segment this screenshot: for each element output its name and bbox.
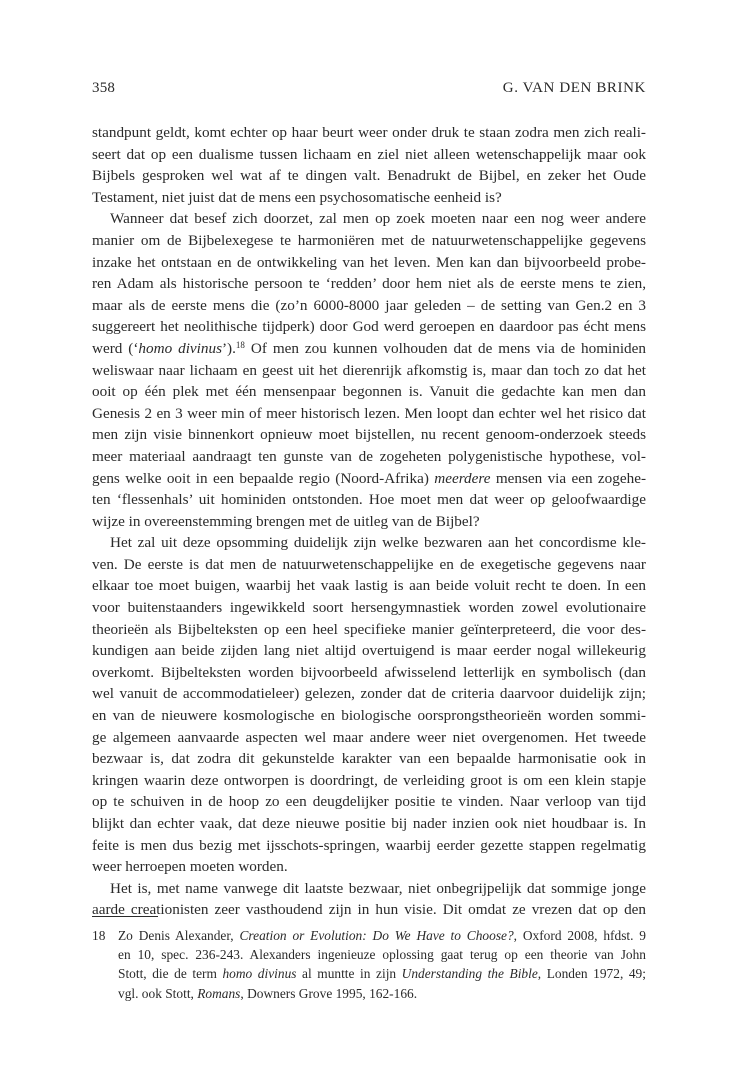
body-line: maar als de eerste mens die (zo’n 6000-8000 jaar geleden – de setting van Gen.2 en 3 xyxy=(92,296,646,314)
italic-text: meerdere xyxy=(434,469,491,487)
footnote-line: Stott, die de term homo divinus al muntte in zijn Understanding the Bible, Londen 1972, 49; xyxy=(118,966,646,982)
body-line: ren Adam als historische persoon te ‘redden’ door hem niet als de eerste mens te zien, xyxy=(92,275,646,293)
body-line: Het zal uit deze opsomming duidelijk zijn welke bezwaren aan het concordisme kle- xyxy=(110,534,646,552)
body-line: kringen waarin deze ontworpen is doordringt, de verleiding groot is om een klein stapje xyxy=(92,771,646,789)
body-line: ooit op één plek met één mensenpaar begonnen is. Vanuit die gedachte kan men dan xyxy=(92,383,646,401)
body-line: meer materiaal aandraagt ten gunste van de zogeheten polygenistische hypothese, vol- xyxy=(92,447,646,465)
body-line: suggereert het neolithische tijdperk) door God werd geroepen en daardoor pas écht mens xyxy=(92,318,646,336)
body-line: ten ‘flessenhals’ uit hominiden ontstonden. Hoe moet men dat weer op geloofwaardige xyxy=(92,491,646,509)
body-line: bezwaar is, dat zodra dit gekunstelde karakter van een bepaalde harmonisatie ook in xyxy=(92,750,646,768)
body-line: manier om de Bijbelexegese te harmoniëren met de natuurwetenschappelijke gegevens xyxy=(92,231,646,249)
body-line: weliswaar naar lichaam en geest uit het dierenrijk afkomstig is, maar dan toch zo dat het xyxy=(92,361,646,379)
italic-text: Understanding the Bible xyxy=(401,966,538,982)
body-line: seert dat op een dualisme tussen lichaam en ziel niet alleen wetenschappelijk maar ook xyxy=(92,145,646,163)
italic-text: Creation or Evolution: Do We Have to Choose? xyxy=(239,928,514,943)
body-line: op te schuiven in de hoop zo een deugdelijker positie te vinden. Naar verloop van tijd xyxy=(92,793,646,811)
body-line: Testament, niet juist dat de mens een psychosomatische eenheid is? xyxy=(92,188,502,206)
body-line: wijze in overeenstemming brengen met de uitleg van de Bijbel? xyxy=(92,512,480,530)
footnote-line: Zo Denis Alexander, Creation or Evolution: Do We Have to Choose?, Oxford 2008, hfdst. 9 xyxy=(118,928,647,943)
footnote-line: vgl. ook Stott, Romans, Downers Grove 1995, 162-166. xyxy=(118,985,418,1001)
body-line: elkaar toe moet buigen, waarbij het vaak lastig is aan beide voluit recht te doen. In een xyxy=(92,577,646,595)
body-line: weer herroepen moeten worden. xyxy=(92,858,288,876)
body-line: blijkt dan echter vaak, dat deze nieuwe positie bij nader inzien ook niet houdbaar is. In xyxy=(92,815,646,832)
body-line: standpunt geldt, komt echter op haar beurt weer onder druk te staan zodra men zich reali- xyxy=(92,124,646,141)
body-line: Wanneer dat besef zich doorzet, zal men op zoek moeten naar een nog weer andere xyxy=(110,210,646,228)
footnote-text xyxy=(118,926,646,1003)
body-line: Bijbels gesproken wel wat af te dingen valt. Benadrukt de Bijbel, en zeker het Oude xyxy=(92,167,646,185)
body-line: Het is, met name vanwege dit laatste bezwaar, niet onbegrijpelijk dat sommige jonge xyxy=(110,879,646,897)
body-line: ge algemeen aanvaarde aspecten wel maar andere weer niet overgenomen. Het tweede xyxy=(92,728,646,746)
italic-text: homo divinus xyxy=(138,339,222,357)
page-number: 358 xyxy=(92,80,116,96)
body-line: aarde creationisten zeer vasthoudend zijn in hun visie. Dit omdat ze vrezen dat op den xyxy=(92,901,646,919)
body-line: men zijn visie binnenkort opnieuw moet bijstellen, nu recent genoom-onderzoek steeds xyxy=(92,426,646,444)
body-text xyxy=(92,122,646,921)
body-line: theorieën als Bijbelteksten op een heel specifieke manier geïnterpreteerd, die voor des- xyxy=(92,620,646,638)
body-line: wel vanuit de accommodatieleer) gelezen, zonder dat de criteria daarvoor duidelijk zijn; xyxy=(92,685,646,703)
italic-text: homo divinus xyxy=(222,966,297,982)
body-line: en van de nieuwere kosmologische en biologische oorsprongstheorieën worden sommi- xyxy=(92,707,646,725)
italic-text: Romans xyxy=(197,985,241,1001)
body-line: ven. De eerste is dat men de natuurwetenschappelijke en de exegetische gegevens naar xyxy=(92,555,646,573)
footnote-line: en 10, spec. 236-243. Alexanders ingenieuze oplossing gaat terug op een theorie van John xyxy=(118,947,646,963)
footnote-ref: 18 xyxy=(235,339,245,350)
body-line: gens welke ooit in een bepaalde regio (Noord-Afrika) meerdere mensen via een zogehe- xyxy=(92,469,646,487)
footnote-separator xyxy=(92,916,158,917)
running-head: G. VAN DEN BRINK xyxy=(502,80,646,96)
body-line: werd (‘homo divinus’).$^{18}$ Of men zou kunnen volhouden dat de mens via de hominiden xyxy=(92,339,646,357)
body-line: inzake het ontstaan en de ontwikkeling van het leven. Men kan dan bijvoorbeeld probe- xyxy=(92,253,646,271)
body-line: kundigen aan beide zijden lang niet altijd overtuigend is maar eerder nogal willekeurig xyxy=(92,642,646,660)
body-line: feite is men dus bezig met ijsschots-springen, waarbij eerder gezette stappen regelmatig xyxy=(92,836,646,854)
footnotes xyxy=(92,926,646,1003)
page-header xyxy=(92,80,646,100)
footnote-number: 18 xyxy=(92,928,106,943)
body-line: overkomt. Bijbelteksten worden bijvoorbeeld afwisselend letterlijk en symbolisch (dan xyxy=(92,663,646,681)
body-line: Genesis 2 en 3 weer min of meer historisch lezen. Men loopt dan echter wel het risico dat xyxy=(92,404,646,422)
body-line: voor buitenstaanders ingewikkeld soort hersengymnastiek worden zowel evolutionaire xyxy=(92,599,646,617)
